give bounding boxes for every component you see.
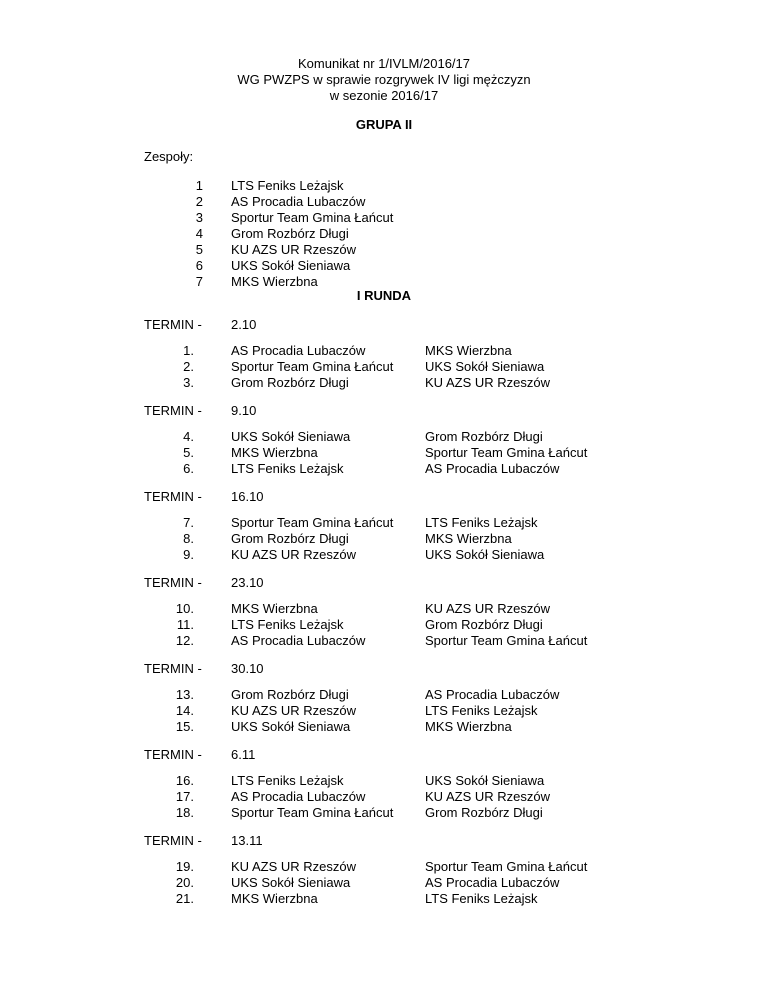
round-title: I RUNDA [356,288,412,303]
match-home-team: UKS Sokół Sieniawa [231,719,351,734]
header-line-2: WG PWZPS w sprawie rozgrywek IV ligi mężczyzn [237,72,531,87]
match-away-team: Grom Rozbórz Długi [425,805,543,820]
match-away-team: AS Procadia Lubaczów [425,461,560,476]
match-away-team: Grom Rozbórz Długi [425,429,543,444]
match-away-team: MKS Wierzbna [425,531,512,546]
match-away-team: UKS Sokół Sieniawa [425,547,545,562]
match-row [0,633,768,649]
match-row [0,359,768,375]
match-away-team: LTS Feniks Leżajsk [425,703,538,718]
match-number: 15. [175,719,194,734]
term-date: 6.11 [231,747,256,762]
teams-label: Zespoły: [144,149,194,164]
match-number: 8. [183,531,194,546]
match-row [0,687,768,703]
term-date: 16.10 [231,489,264,504]
match-home-team: LTS Feniks Leżajsk [231,461,344,476]
match-away-team: MKS Wierzbna [425,343,512,358]
match-number: 4. [183,429,194,444]
match-row [0,461,768,477]
match-number: 2. [183,359,194,374]
match-away-team: AS Procadia Lubaczów [425,687,560,702]
match-home-team: KU AZS UR Rzeszów [231,859,356,874]
match-row [0,891,768,907]
match-row [0,343,768,359]
header-line-3: w sezonie 2016/17 [329,88,439,103]
match-row [0,859,768,875]
match-away-team: UKS Sokół Sieniawa [425,359,545,374]
group-title: GRUPA II [355,117,413,132]
term-label: TERMIN - [144,403,202,418]
match-number: 17. [175,789,194,804]
header-line-1: Komunikat nr 1/IVLM/2016/17 [298,56,470,71]
term-date: 23.10 [231,575,264,590]
match-home-team: KU AZS UR Rzeszów [231,703,356,718]
match-home-team: Grom Rozbórz Długi [231,687,349,702]
document-header [0,56,768,104]
match-home-team: AS Procadia Lubaczów [231,789,366,804]
match-row [0,875,768,891]
term-label: TERMIN - [144,575,202,590]
match-home-team: Sportur Team Gmina Łańcut [231,515,394,530]
term-date: 9.10 [231,403,257,418]
match-away-team: Sportur Team Gmina Łańcut [425,633,588,648]
match-row [0,445,768,461]
match-home-team: LTS Feniks Leżajsk [231,617,344,632]
match-away-team: Sportur Team Gmina Łańcut [425,445,588,460]
match-home-team: Grom Rozbórz Długi [231,531,349,546]
match-home-team: AS Procadia Lubaczów [231,343,366,358]
term-label: TERMIN - [144,317,202,332]
match-home-team: AS Procadia Lubaczów [231,633,366,648]
team-name: Grom Rozbórz Długi [231,226,349,241]
match-home-team: MKS Wierzbna [231,601,318,616]
match-number: 12. [175,633,194,648]
match-number: 10. [175,601,194,616]
match-away-team: AS Procadia Lubaczów [425,875,560,890]
match-away-team: KU AZS UR Rzeszów [425,601,550,616]
match-home-team: MKS Wierzbna [231,891,318,906]
team-number: 2 [195,194,203,209]
match-number: 5. [183,445,194,460]
match-number: 16. [175,773,194,788]
match-away-team: KU AZS UR Rzeszów [425,789,550,804]
term-date: 13.11 [231,833,263,848]
team-name: Sportur Team Gmina Łańcut [231,210,394,225]
match-row [0,375,768,391]
match-home-team: MKS Wierzbna [231,445,318,460]
team-name: AS Procadia Lubaczów [231,194,366,209]
team-name: LTS Feniks Leżajsk [231,178,344,193]
team-number: 3 [195,210,203,225]
match-number: 7. [183,515,194,530]
term-date: 2.10 [231,317,257,332]
match-row [0,429,768,445]
match-away-team: Sportur Team Gmina Łańcut [425,859,588,874]
match-row [0,547,768,563]
match-row [0,773,768,789]
match-number: 6. [183,461,194,476]
match-row [0,789,768,805]
team-number: 4 [195,226,203,241]
match-row [0,515,768,531]
term-label: TERMIN - [144,661,202,676]
match-row [0,719,768,735]
match-away-team: Grom Rozbórz Długi [425,617,543,632]
match-away-team: MKS Wierzbna [425,719,512,734]
term-date: 30.10 [231,661,264,676]
match-row [0,531,768,547]
term-label: TERMIN - [144,489,202,504]
match-number: 14. [175,703,194,718]
match-row [0,703,768,719]
match-number: 13. [175,687,194,702]
match-away-team: LTS Feniks Leżajsk [425,515,538,530]
team-number: 6 [195,258,203,273]
team-name: UKS Sokół Sieniawa [231,258,351,273]
match-number: 1. [183,343,194,358]
match-number: 3. [183,375,194,390]
term-label: TERMIN - [144,747,202,762]
match-home-team: UKS Sokół Sieniawa [231,875,351,890]
team-number: 1 [195,178,203,193]
term-label: TERMIN - [144,833,202,848]
match-number: 20. [175,875,194,890]
match-home-team: KU AZS UR Rzeszów [231,547,356,562]
match-row [0,601,768,617]
match-row [0,805,768,821]
match-home-team: Sportur Team Gmina Łańcut [231,805,394,820]
match-row [0,617,768,633]
match-home-team: Grom Rozbórz Długi [231,375,349,390]
team-name: KU AZS UR Rzeszów [231,242,356,257]
team-number: 5 [195,242,203,257]
match-home-team: UKS Sokół Sieniawa [231,429,351,444]
match-number: 11. [176,617,194,632]
match-away-team: LTS Feniks Leżajsk [425,891,538,906]
match-home-team: Sportur Team Gmina Łańcut [231,359,394,374]
match-number: 21. [175,891,194,906]
match-away-team: KU AZS UR Rzeszów [425,375,550,390]
team-number: 7 [195,274,203,289]
match-home-team: LTS Feniks Leżajsk [231,773,344,788]
match-number: 9. [183,547,194,562]
match-away-team: UKS Sokół Sieniawa [425,773,545,788]
match-number: 18. [175,805,194,820]
team-name: MKS Wierzbna [231,274,318,289]
match-number: 19. [175,859,194,874]
